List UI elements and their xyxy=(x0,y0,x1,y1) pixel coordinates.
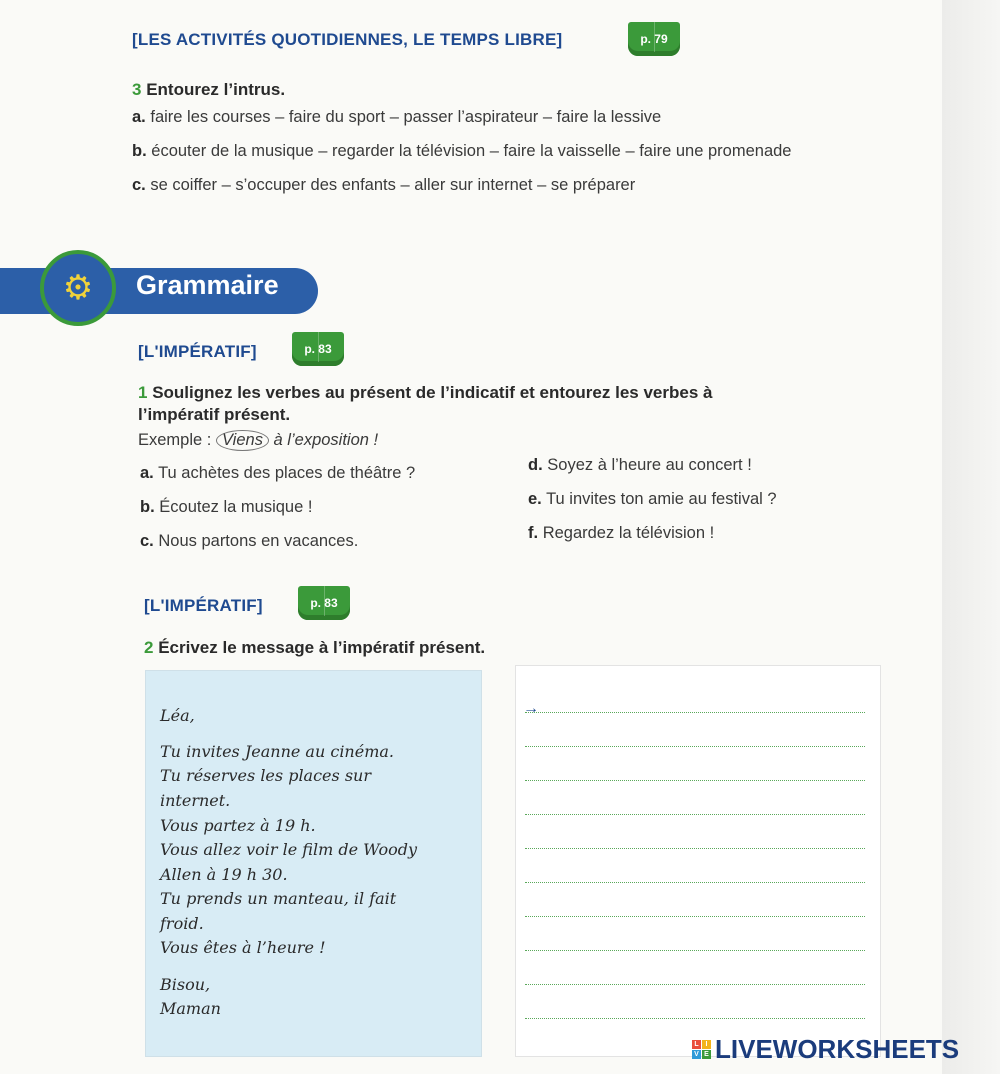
note-line: internet. xyxy=(160,791,231,810)
note-line: Bisou, xyxy=(160,975,211,994)
arrow-right-icon: → xyxy=(523,700,539,717)
example-label: Exemple : xyxy=(138,431,212,449)
page-edge-shadow xyxy=(942,0,1000,1074)
item-text: Tu invites ton amie au festival ? xyxy=(546,490,777,508)
example-rest: à l’exposition ! xyxy=(273,431,379,449)
item-letter: e. xyxy=(528,490,542,508)
note-line: froid. xyxy=(160,914,204,933)
section-title-imperatif-2: [L'IMPÉRATIF] xyxy=(144,596,263,615)
answer-line-3[interactable] xyxy=(525,780,865,781)
answer-line-9[interactable] xyxy=(525,984,865,985)
item-text: se coiffer – s’occuper des enfants – aller sur internet – se préparer xyxy=(150,176,636,194)
answer-line-5[interactable] xyxy=(525,848,865,849)
answer-line-10[interactable] xyxy=(525,1018,865,1019)
note-line: Léa, xyxy=(160,706,195,725)
note-line: Tu prends un manteau, il fait xyxy=(160,889,397,908)
answer-line-6[interactable] xyxy=(525,882,865,883)
note-line: Allen à 19 h 30. xyxy=(160,865,288,884)
exercise2-instruction: Écrivez le message à l’impératif présent. xyxy=(158,638,486,657)
page-ref-badge-imperatif-1: p. 83 xyxy=(292,332,344,366)
gears-icon: ⚙ xyxy=(40,250,116,326)
exercise1-item-b[interactable] xyxy=(140,498,312,517)
item-letter: b. xyxy=(132,142,147,160)
logo-mark-icon: L I V E xyxy=(692,1040,711,1059)
exercise1-title xyxy=(138,382,712,426)
item-letter: a. xyxy=(140,464,154,482)
exercise1-instruction-line2: l’impératif présent. xyxy=(138,405,291,424)
grammar-label: Grammaire xyxy=(136,270,279,300)
page-ref-badge-imperatif-2: p. 83 xyxy=(298,586,350,620)
exercise1-example xyxy=(138,430,378,451)
answer-line-1[interactable] xyxy=(525,712,865,713)
section-title-imperatif-1: [L'IMPÉRATIF] xyxy=(138,342,257,361)
exercise1-item-f[interactable] xyxy=(528,524,714,543)
item-text: Écoutez la musique ! xyxy=(159,498,313,516)
exercise3-instruction: Entourez l’intrus. xyxy=(146,80,286,99)
exercise3-item-a[interactable] xyxy=(132,108,661,127)
exercise1-instruction-line1: Soulignez les verbes au présent de l’indicatif et entourez les verbes à xyxy=(152,383,713,402)
exercise2-title xyxy=(144,638,485,658)
note-line: Tu réserves les places sur xyxy=(160,766,371,785)
item-letter: a. xyxy=(132,108,146,126)
note-line: Tu invites Jeanne au cinéma. xyxy=(160,742,394,761)
answer-lines-area xyxy=(515,665,881,1057)
item-text: faire les courses – faire du sport – passer l’aspirateur – faire la lessive xyxy=(150,108,662,126)
item-text: écouter de la musique – regarder la télévision – faire la vaisselle – faire une promenade xyxy=(151,142,792,160)
answer-line-8[interactable] xyxy=(525,950,865,951)
item-text: Tu achètes des places de théâtre ? xyxy=(158,464,416,482)
answer-line-4[interactable] xyxy=(525,814,865,815)
item-letter: f. xyxy=(528,524,539,542)
note-line: Maman xyxy=(160,999,221,1018)
item-letter: c. xyxy=(132,176,146,194)
page-ref-badge-activities: p. 79 xyxy=(628,22,680,56)
exercise1-number: 1 xyxy=(138,383,148,402)
note-line: Vous allez voir le film de Woody xyxy=(160,840,418,859)
note-line: Vous êtes à l’heure ! xyxy=(160,938,326,957)
exercise2-number: 2 xyxy=(144,638,154,657)
note-line: Vous partez à 19 h. xyxy=(160,816,316,835)
example-circled-verb: Viens xyxy=(216,430,269,451)
item-letter: c. xyxy=(140,532,154,550)
item-text: Regardez la télévision ! xyxy=(542,524,715,542)
exercise3-number: 3 xyxy=(132,80,142,99)
exercise1-item-d[interactable] xyxy=(528,456,752,475)
logo-text: LIVEWORKSHEETS xyxy=(715,1034,960,1064)
section-title-activities: [LES ACTIVITÉS QUOTIDIENNES, LE TEMPS LIBRE] xyxy=(132,30,563,49)
liveworksheets-logo xyxy=(692,1034,959,1065)
exercise3-title xyxy=(132,80,285,100)
item-letter: d. xyxy=(528,456,543,474)
exercise3-item-b[interactable] xyxy=(132,142,791,161)
exercise1-item-c[interactable] xyxy=(140,532,358,551)
answer-line-2[interactable] xyxy=(525,746,865,747)
exercise3-item-c[interactable] xyxy=(132,176,635,195)
exercise1-item-a[interactable] xyxy=(140,464,415,483)
item-letter: b. xyxy=(140,498,155,516)
item-text: Soyez à l’heure au concert ! xyxy=(547,456,752,474)
item-text: Nous partons en vacances. xyxy=(158,532,359,550)
answer-line-7[interactable] xyxy=(525,916,865,917)
exercise1-item-e[interactable] xyxy=(528,490,777,509)
